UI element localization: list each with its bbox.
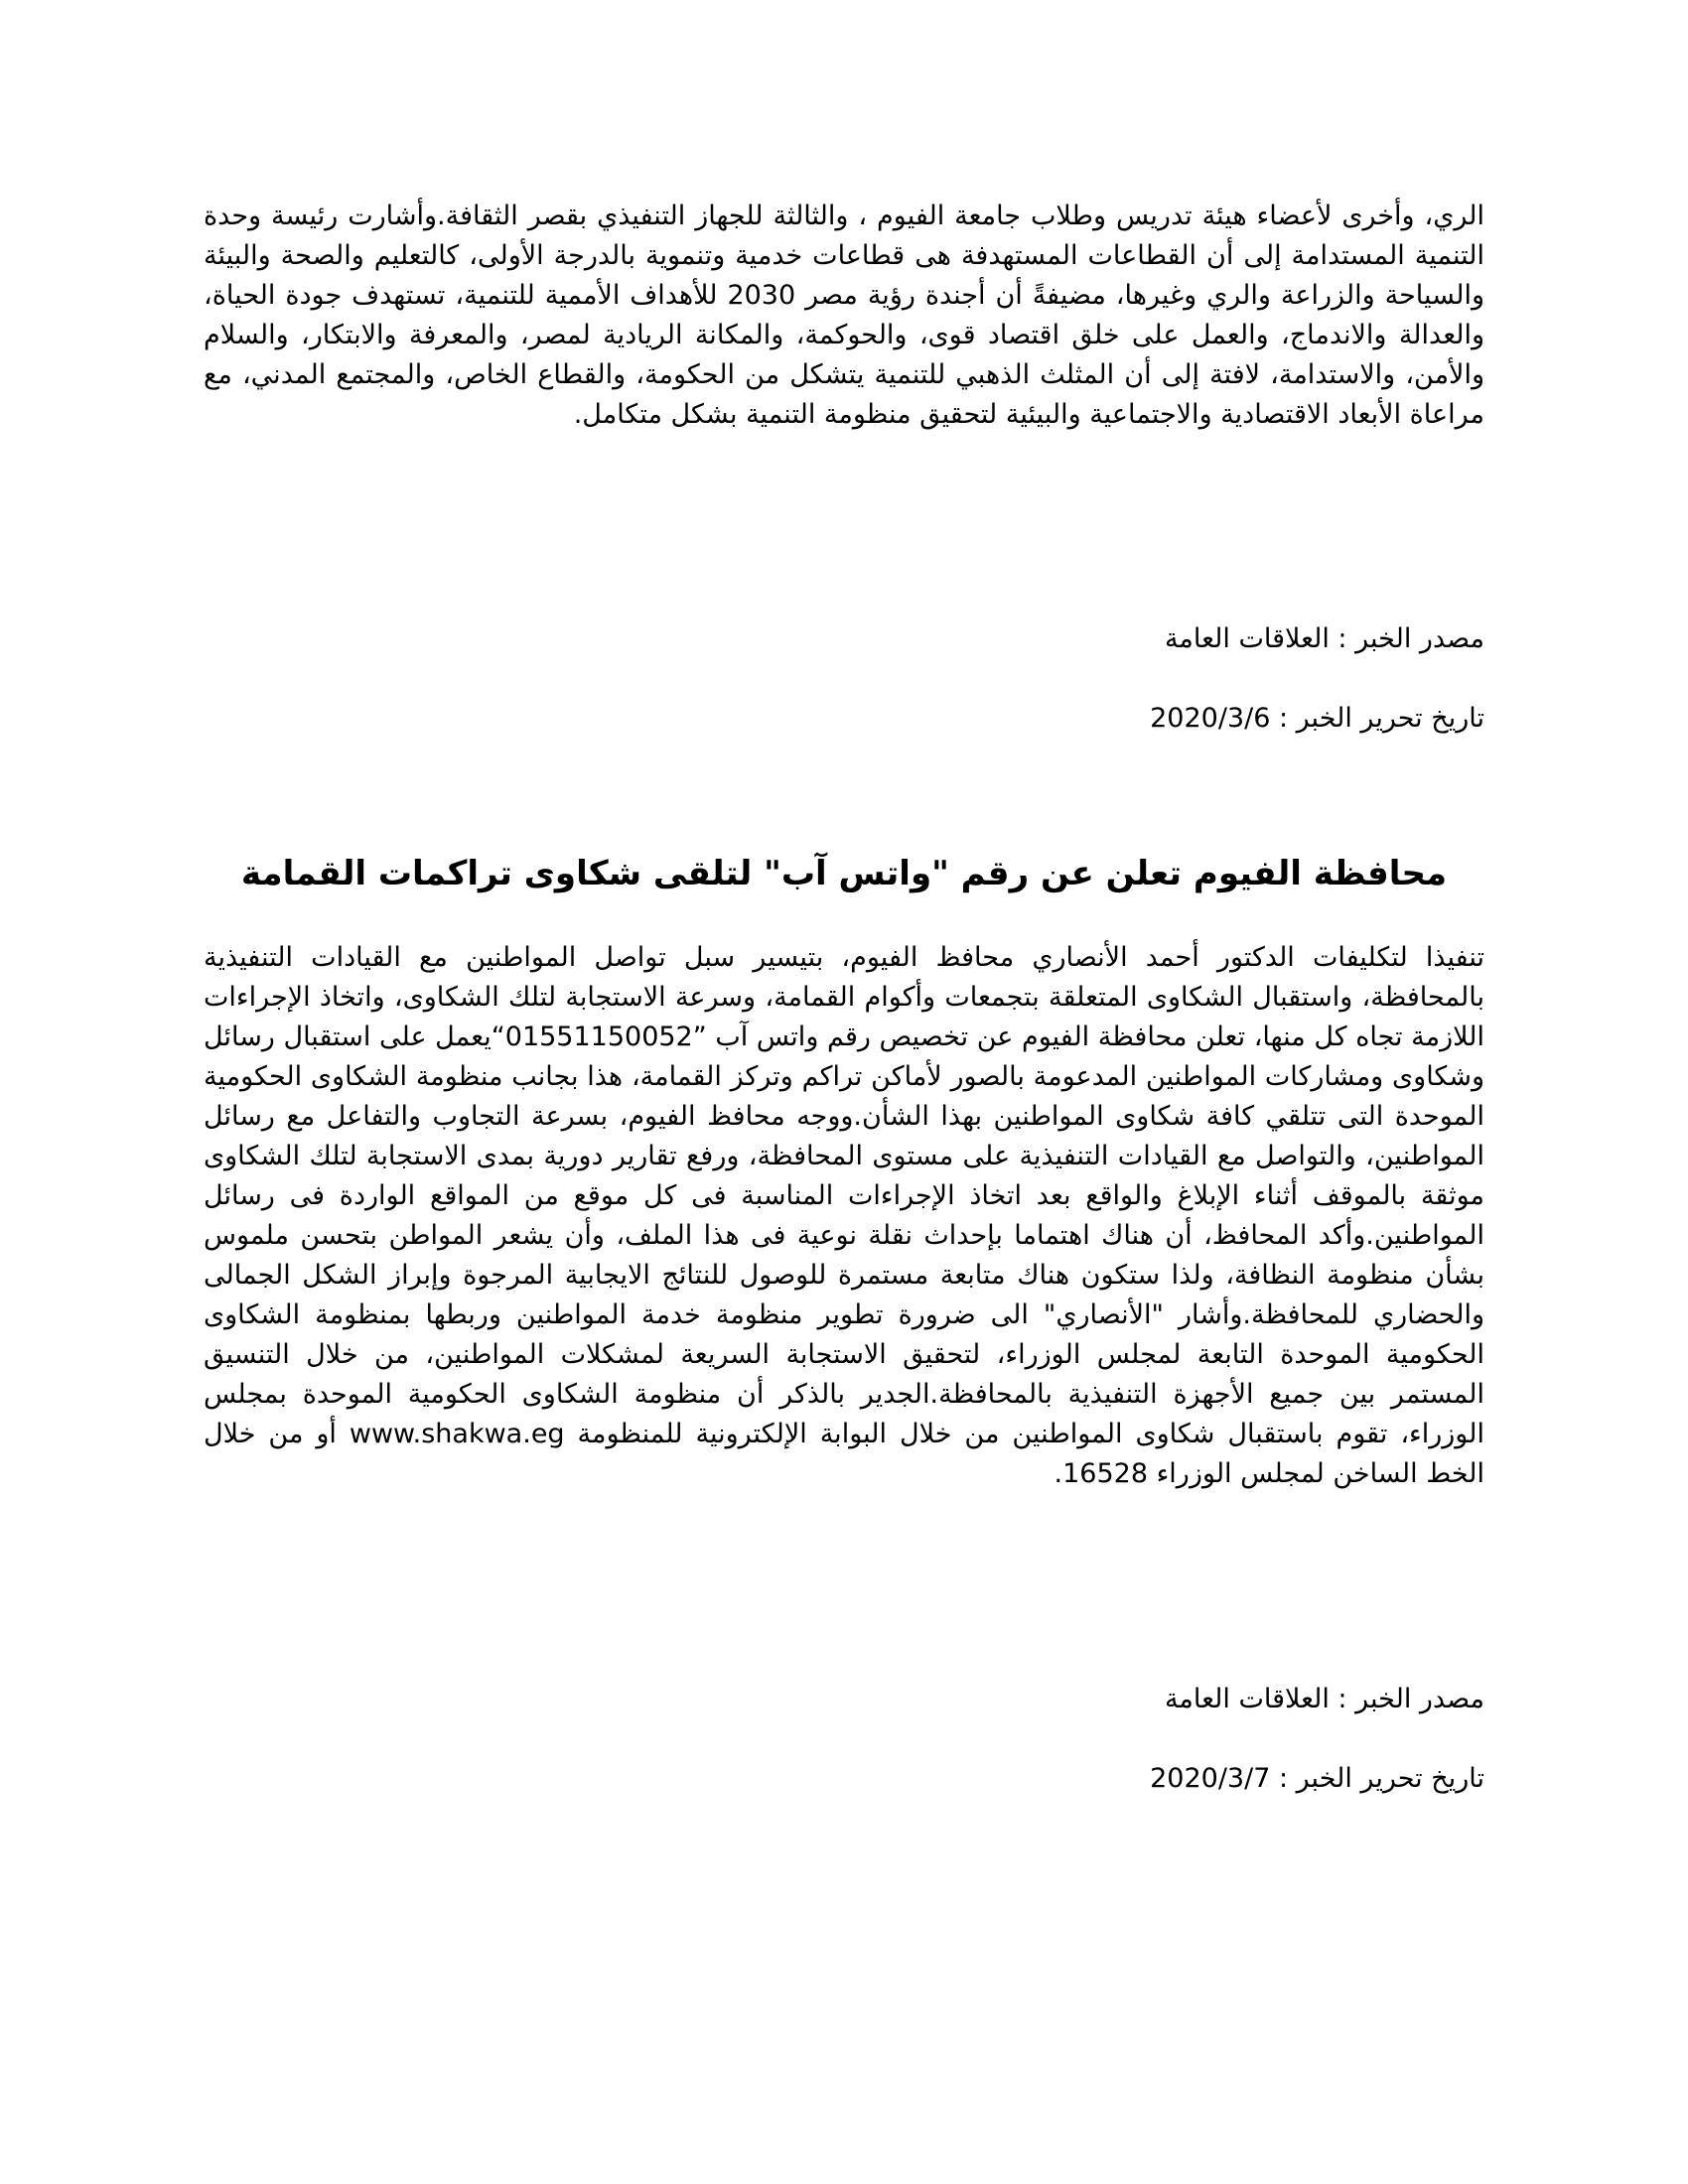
article-1-date: تاريخ تحرير الخبر : 2020/3/6 — [1150, 703, 1484, 734]
article-2-headline: محافظة الفيوم تعلن عن رقم "واتس آب" لتلقى شكاوى تراكمات القمامة — [240, 854, 1448, 893]
article-2-body: تنفيذا لتكليفات الدكتور أحمد الأنصاري محافظ الفيوم، بتيسير سبل تواصل المواطنين مع القيادات التنفيذية بالمحافظة، واستقبال الشكاوى المتعلقة بتجمعات وأكوام القمامة، وسرعة الاستجابة لتلك الشكاوى، واتخاذ الإجراءات اللازمة تجاه كل منها، تعلن محافظة الفيوم عن تخصيص رقم واتس آب ”01551150052“يعمل على استقبال رسائل وشكاوى ومشاركات المواطنين المدعومة بالصور لأماكن تراكم وتركز القمامة، هذا بجانب منظومة الشكاوى الحكومية الموحدة التى تتلقي كافة شكاوى المواطنين بهذا الشأن.ووجه محافظ الفيوم، بسرعة التجاوب والتفاعل مع رسائل المواطنين، والتواصل مع القيادات التنفيذية على مستوى المحافظة، ورفع تقارير دورية بمدى الاستجابة لتلك الشكاوى موثقة بالموقف أثناء الإبلاغ والواقع بعد اتخاذ الإجراءات المناسبة فى كل موقع من المواقع الواردة فى رسائل المواطنين.وأكد المحافظ، أن هناك اهتماما بإحداث نقلة نوعية فى هذا الملف، وأن يشعر المواطن بتحسن ملموس بشأن منظومة النظافة، ولذا ستكون هناك متابعة مستمرة للوصول للنتائج الايجابية المرجوة وإبراز الشكل الجمالى والحضاري للمحافظة.وأشار "الأنصاري" الى ضرورة تطوير منظومة خدمة المواطنين وربطها بمنظومة الشكاوى الحكومية الموحدة التابعة لمجلس الوزراء، لتحقيق الاستجابة السريعة لمشكلات المواطنين، من خلال التنسيق المستمر بين جميع الأجهزة التنفيذية بالمحافظة.الجدير بالذكر أن منظومة الشكاوى الحكومية الموحدة بمجلس الوزراء، تقوم باستقبال شكاوى المواطنين من خلال البوابة الإلكترونية للمنظومة www.shakwa.eg أو من خلال الخط الساخن لمجلس الوزراء 16528. — [204, 942, 1484, 1489]
article-1-body: الري، وأخرى لأعضاء هيئة تدريس وطلاب جامعة الفيوم ، والثالثة للجهاز التنفيذي بقصر الثقافة.وأشارت رئيسة وحدة التنمية المستدامة إلى أن القطاعات المستهدفة هى قطاعات خدمية وتنموية بالدرجة الأولى، كالتعليم والصحة والبيئة والسياحة والزراعة والري وغيرها، مضيفةً أن أجندة رؤية مصر 2030 للأهداف الأممية للتنمية، تستهدف جودة الحياة، والعدالة والاندماج، والعمل على خلق اقتصاد قوى، والحوكمة، والمكانة الريادية لمصر، والمعرفة والابتكار، والسلام والأمن، والاستدامة، لافتة إلى أن المثلث الذهبي للتنمية يتشكل من الحكومة، والقطاع الخاص، والمجتمع المدني، مع مراعاة الأبعاد الاقتصادية والاجتماعية والبيئية لتحقيق منظومة التنمية بشكل متكامل. — [204, 201, 1484, 430]
article-2-date: تاريخ تحرير الخبر : 2020/3/7 — [1150, 1763, 1484, 1794]
article-1-source: مصدر الخبر : العلاقات العامة — [1164, 623, 1484, 654]
article-2-source: مصدر الخبر : العلاقات العامة — [1164, 1684, 1484, 1714]
